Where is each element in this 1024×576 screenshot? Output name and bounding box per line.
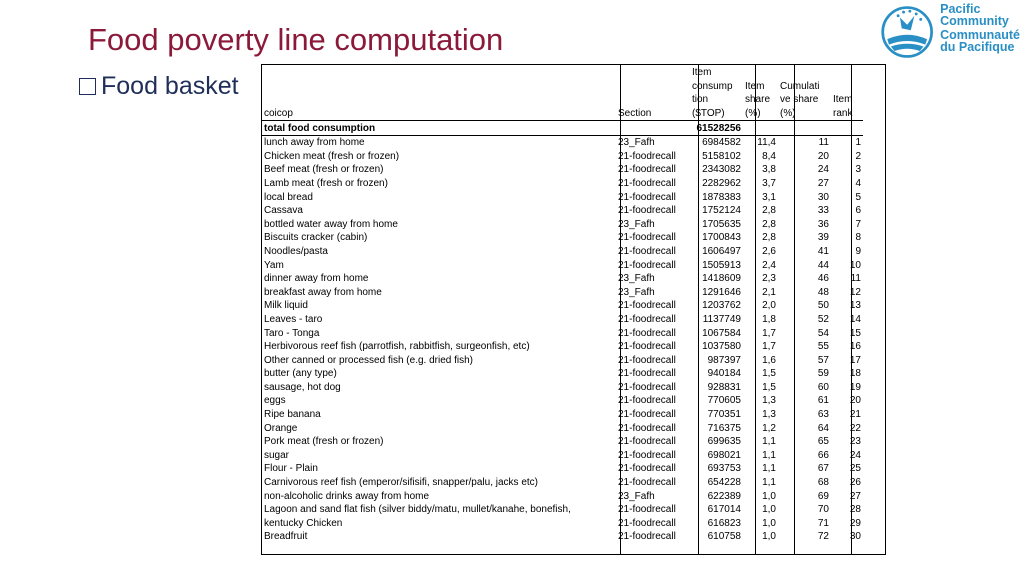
item-name: Yam xyxy=(264,259,284,271)
item-consumption: 928831 xyxy=(707,381,741,393)
cumulative-share: 64 xyxy=(817,422,829,434)
item-section: 21-foodrecall xyxy=(618,259,676,271)
item-name: Milk liquid xyxy=(264,300,308,312)
cumulative-share: 68 xyxy=(817,477,829,489)
item-share: 1,6 xyxy=(762,354,776,366)
item-section: 21-foodrecall xyxy=(618,517,676,529)
item-share: 2,0 xyxy=(762,300,776,312)
item-name: Taro - Tonga xyxy=(264,327,320,339)
item-rank: 13 xyxy=(849,300,861,312)
item-rank: 3 xyxy=(855,164,861,176)
item-share: 3,7 xyxy=(762,177,776,189)
item-share: 1,1 xyxy=(762,436,776,448)
item-consumption: 716375 xyxy=(707,422,741,434)
item-name: Biscuits cracker (cabin) xyxy=(264,232,368,244)
item-consumption: 622389 xyxy=(707,490,741,502)
item-section: 21-foodrecall xyxy=(618,177,676,189)
logo xyxy=(880,2,1020,64)
item-rank: 28 xyxy=(849,504,861,516)
cumulative-share: 50 xyxy=(817,300,829,312)
item-share: 1,5 xyxy=(762,381,776,393)
cumulative-share: 36 xyxy=(817,218,829,230)
cumulative-share: 48 xyxy=(817,286,829,298)
item-share: 3,8 xyxy=(762,164,776,176)
item-consumption: 6984582 xyxy=(702,137,741,149)
table-row xyxy=(262,380,863,394)
item-consumption: 1700843 xyxy=(702,232,741,244)
item-name: sugar xyxy=(264,449,290,461)
item-consumption: 654228 xyxy=(707,477,741,489)
item-consumption: 699635 xyxy=(707,436,741,448)
item-consumption: 1137749 xyxy=(702,313,741,325)
item-rank: 22 xyxy=(849,422,861,434)
cumulative-share: 39 xyxy=(817,232,829,244)
item-consumption: 1878383 xyxy=(702,191,741,203)
table-row xyxy=(262,217,863,231)
total-cumulative xyxy=(778,121,831,136)
table-row xyxy=(262,516,863,530)
item-section: 21-foodrecall xyxy=(618,341,676,353)
item-rank: 14 xyxy=(849,313,861,325)
header-cumulative-share: Cumulati ve share (%) xyxy=(780,80,820,119)
item-section: 21-foodrecall xyxy=(618,368,676,380)
header-row xyxy=(262,65,863,121)
item-name: kentucky Chicken xyxy=(264,517,343,529)
logo-line-3: Communauté xyxy=(940,28,1020,42)
item-name: Chicken meat (fresh or frozen) xyxy=(264,150,400,162)
table-row xyxy=(262,231,863,245)
item-consumption: 2282962 xyxy=(702,177,741,189)
item-rank: 4 xyxy=(855,177,861,189)
item-share: 3,1 xyxy=(762,191,776,203)
item-consumption: 987397 xyxy=(707,354,741,366)
item-consumption: 616823 xyxy=(707,517,741,529)
item-consumption: 940184 xyxy=(707,368,741,380)
item-section: 21-foodrecall xyxy=(618,449,676,461)
item-section: 21-foodrecall xyxy=(618,313,676,325)
item-share: 2,1 xyxy=(762,286,776,298)
table-row xyxy=(262,163,863,177)
item-consumption: 1752124 xyxy=(702,205,741,217)
item-share: 1,8 xyxy=(762,313,776,325)
item-name: Ripe banana xyxy=(264,409,321,421)
table-row xyxy=(262,176,863,190)
item-name: Lagoon and sand flat fish (silver biddy/matu, mullet/kanahe, bonefish, xyxy=(264,504,571,516)
item-consumption: 1418609 xyxy=(702,273,741,285)
item-name: Pork meat (fresh or frozen) xyxy=(264,436,384,448)
item-section: 23_Fafh xyxy=(618,490,655,502)
table-row xyxy=(262,149,863,163)
item-rank: 7 xyxy=(855,218,861,230)
item-section: 21-foodrecall xyxy=(618,436,676,448)
item-rank: 6 xyxy=(855,205,861,217)
item-share: 1,0 xyxy=(762,531,776,543)
header-item-rank: Item rank xyxy=(833,94,853,119)
item-consumption: 1203762 xyxy=(702,300,741,312)
cumulative-share: 61 xyxy=(817,395,829,407)
item-share: 2,8 xyxy=(762,218,776,230)
item-section: 21-foodrecall xyxy=(618,150,676,162)
table-row xyxy=(262,462,863,476)
table-row xyxy=(262,530,863,544)
item-rank: 30 xyxy=(849,531,861,543)
total-value: 61528256 xyxy=(690,121,743,136)
cumulative-share: 46 xyxy=(817,273,829,285)
cumulative-share: 70 xyxy=(817,504,829,516)
item-section: 23_Fafh xyxy=(618,273,655,285)
total-row xyxy=(262,121,863,136)
table-row xyxy=(262,394,863,408)
item-rank: 26 xyxy=(849,477,861,489)
bullet-text: Food basket xyxy=(101,72,239,100)
item-share: 11,4 xyxy=(757,137,776,149)
item-consumption: 1606497 xyxy=(702,245,741,257)
item-name: Other canned or processed fish (e.g. dried fish) xyxy=(264,354,473,366)
item-section: 23_Fafh xyxy=(618,218,655,230)
header-section: Section xyxy=(618,107,652,119)
item-name: Flour - Plain xyxy=(264,463,318,475)
cumulative-share: 65 xyxy=(817,436,829,448)
table-row xyxy=(262,407,863,421)
total-section xyxy=(616,121,690,136)
item-section: 21-foodrecall xyxy=(618,327,676,339)
item-consumption: 617014 xyxy=(707,504,741,516)
table-row xyxy=(262,475,863,489)
item-consumption: 610758 xyxy=(707,531,741,543)
logo-line-4: du Pacifique xyxy=(940,39,1015,54)
cumulative-share: 55 xyxy=(817,341,829,353)
table-row xyxy=(262,204,863,218)
item-consumption: 1705635 xyxy=(702,218,741,230)
item-rank: 18 xyxy=(849,368,861,380)
slide-title: Food poverty line computation xyxy=(88,22,504,57)
item-share: 1,1 xyxy=(762,463,776,475)
table-row xyxy=(262,190,863,204)
item-share: 2,6 xyxy=(762,245,776,257)
table-row xyxy=(262,135,863,149)
item-rank: 19 xyxy=(849,381,861,393)
item-share: 1,7 xyxy=(762,327,776,339)
table-row xyxy=(262,272,863,286)
item-share: 1,3 xyxy=(762,395,776,407)
item-share: 1,0 xyxy=(762,517,776,529)
item-section: 21-foodrecall xyxy=(618,477,676,489)
item-share: 2,8 xyxy=(762,205,776,217)
item-section: 23_Fafh xyxy=(618,286,655,298)
table-row xyxy=(262,285,863,299)
cumulative-share: 72 xyxy=(817,531,829,543)
item-name: bottled water away from home xyxy=(264,218,398,230)
table-row xyxy=(262,367,863,381)
item-consumption: 1037580 xyxy=(702,341,741,353)
item-section: 21-foodrecall xyxy=(618,232,676,244)
item-section: 21-foodrecall xyxy=(618,164,676,176)
total-share xyxy=(743,121,778,136)
logo-line-1: Pacific xyxy=(940,2,981,16)
header-item-consumption: Item consump tion ($TOP) xyxy=(692,67,733,119)
item-consumption: 1067584 xyxy=(702,327,741,339)
item-name: eggs xyxy=(264,395,286,407)
item-name: non-alcoholic drinks away from home xyxy=(264,490,430,502)
cumulative-share: 27 xyxy=(817,177,829,189)
item-name: sausage, hot dog xyxy=(264,381,341,393)
cumulative-share: 41 xyxy=(817,245,829,257)
item-consumption: 770605 xyxy=(707,395,741,407)
item-share: 2,4 xyxy=(762,259,776,271)
item-section: 21-foodrecall xyxy=(618,463,676,475)
pacific-community-emblem-icon xyxy=(880,2,936,62)
item-share: 1,1 xyxy=(762,477,776,489)
item-rank: 24 xyxy=(849,449,861,461)
cumulative-share: 59 xyxy=(817,368,829,380)
item-consumption: 698021 xyxy=(707,449,741,461)
table-row xyxy=(262,312,863,326)
item-consumption: 5158102 xyxy=(702,150,741,162)
table-row xyxy=(262,448,863,462)
item-rank: 15 xyxy=(849,327,861,339)
cumulative-share: 52 xyxy=(817,313,829,325)
header-coicop: coicop xyxy=(264,107,293,119)
item-name: butter (any type) xyxy=(264,368,337,380)
item-share: 1,2 xyxy=(762,422,776,434)
item-share: 8,4 xyxy=(762,150,776,162)
table-row xyxy=(262,258,863,272)
table-row xyxy=(262,421,863,435)
cumulative-share: 71 xyxy=(817,517,829,529)
item-name: breakfast away from home xyxy=(264,286,382,298)
item-rank: 12 xyxy=(849,286,861,298)
item-rank: 17 xyxy=(849,354,861,366)
item-section: 21-foodrecall xyxy=(618,300,676,312)
cumulative-share: 54 xyxy=(817,327,829,339)
item-rank: 25 xyxy=(849,463,861,475)
item-name: local bread xyxy=(264,191,313,203)
item-rank: 16 xyxy=(849,341,861,353)
total-rank xyxy=(831,121,863,136)
cumulative-share: 33 xyxy=(817,205,829,217)
item-section: 21-foodrecall xyxy=(618,354,676,366)
cumulative-share: 24 xyxy=(817,164,829,176)
item-name: Noodles/pasta xyxy=(264,245,328,257)
cumulative-share: 20 xyxy=(817,150,829,162)
table-row xyxy=(262,244,863,258)
item-section: 23_Fafh xyxy=(618,137,655,149)
checkbox-bullet-icon xyxy=(79,78,96,95)
item-rank: 11 xyxy=(850,273,861,285)
bullet-item xyxy=(79,72,239,101)
item-name: Leaves - taro xyxy=(264,313,323,325)
item-section: 21-foodrecall xyxy=(618,205,676,217)
item-rank: 1 xyxy=(855,137,861,149)
table-row xyxy=(262,326,863,340)
item-rank: 10 xyxy=(849,259,861,271)
item-section: 21-foodrecall xyxy=(618,504,676,516)
item-section: 21-foodrecall xyxy=(618,381,676,393)
item-share: 1,1 xyxy=(762,449,776,461)
item-rank: 5 xyxy=(855,191,861,203)
total-label: total food consumption xyxy=(262,121,616,136)
cumulative-share: 66 xyxy=(817,449,829,461)
table-row xyxy=(262,340,863,354)
item-rank: 20 xyxy=(849,395,861,407)
item-rank: 27 xyxy=(849,490,861,502)
item-share: 1,0 xyxy=(762,504,776,516)
table-row xyxy=(262,435,863,449)
item-consumption: 1505913 xyxy=(702,259,741,271)
item-section: 21-foodrecall xyxy=(618,422,676,434)
item-section: 21-foodrecall xyxy=(618,531,676,543)
item-name: Lamb meat (fresh or frozen) xyxy=(264,177,388,189)
item-share: 2,8 xyxy=(762,232,776,244)
cumulative-share: 44 xyxy=(817,259,829,271)
logo-text xyxy=(940,4,1020,53)
item-section: 21-foodrecall xyxy=(618,409,676,421)
item-name: Beef meat (fresh or frozen) xyxy=(264,164,384,176)
data-grid xyxy=(262,65,863,543)
table-row xyxy=(262,353,863,367)
table-row xyxy=(262,299,863,313)
logo-line-2: Community xyxy=(940,13,1009,28)
header-item-share: Item share (%) xyxy=(745,80,771,119)
item-name: Orange xyxy=(264,422,298,434)
item-consumption: 693753 xyxy=(707,463,741,475)
item-section: 21-foodrecall xyxy=(618,245,676,257)
item-rank: 8 xyxy=(855,232,861,244)
cumulative-share: 69 xyxy=(817,490,829,502)
item-share: 1,3 xyxy=(762,409,776,421)
item-share: 1,7 xyxy=(762,341,776,353)
item-section: 21-foodrecall xyxy=(618,395,676,407)
item-consumption: 2343082 xyxy=(702,164,741,176)
item-name: lunch away from home xyxy=(264,137,365,149)
item-rank: 2 xyxy=(855,150,861,162)
cumulative-share: 67 xyxy=(817,463,829,475)
item-name: dinner away from home xyxy=(264,273,369,285)
item-rank: 29 xyxy=(849,517,861,529)
item-name: Cassava xyxy=(264,205,303,217)
cumulative-share: 11 xyxy=(818,137,829,149)
item-consumption: 770351 xyxy=(707,409,741,421)
food-basket-table xyxy=(261,64,886,555)
item-share: 2,3 xyxy=(762,273,776,285)
table-row xyxy=(262,489,863,503)
item-rank: 23 xyxy=(849,436,861,448)
item-rank: 9 xyxy=(855,245,861,257)
cumulative-share: 63 xyxy=(817,409,829,421)
item-consumption: 1291646 xyxy=(702,286,741,298)
item-name: Herbivorous reef fish (parrotfish, rabbitfish, surgeonfish, etc) xyxy=(264,341,530,353)
cumulative-share: 60 xyxy=(817,381,829,393)
table-row xyxy=(262,503,863,517)
item-section: 21-foodrecall xyxy=(618,191,676,203)
item-share: 1,0 xyxy=(762,490,776,502)
item-name: Carnivorous reef fish (emperor/sifisifi, snapper/palu, jacks etc) xyxy=(264,477,538,489)
cumulative-share: 30 xyxy=(817,191,829,203)
item-share: 1,5 xyxy=(762,368,776,380)
cumulative-share: 57 xyxy=(817,354,829,366)
item-name: Breadfruit xyxy=(264,531,308,543)
item-rank: 21 xyxy=(849,409,861,421)
